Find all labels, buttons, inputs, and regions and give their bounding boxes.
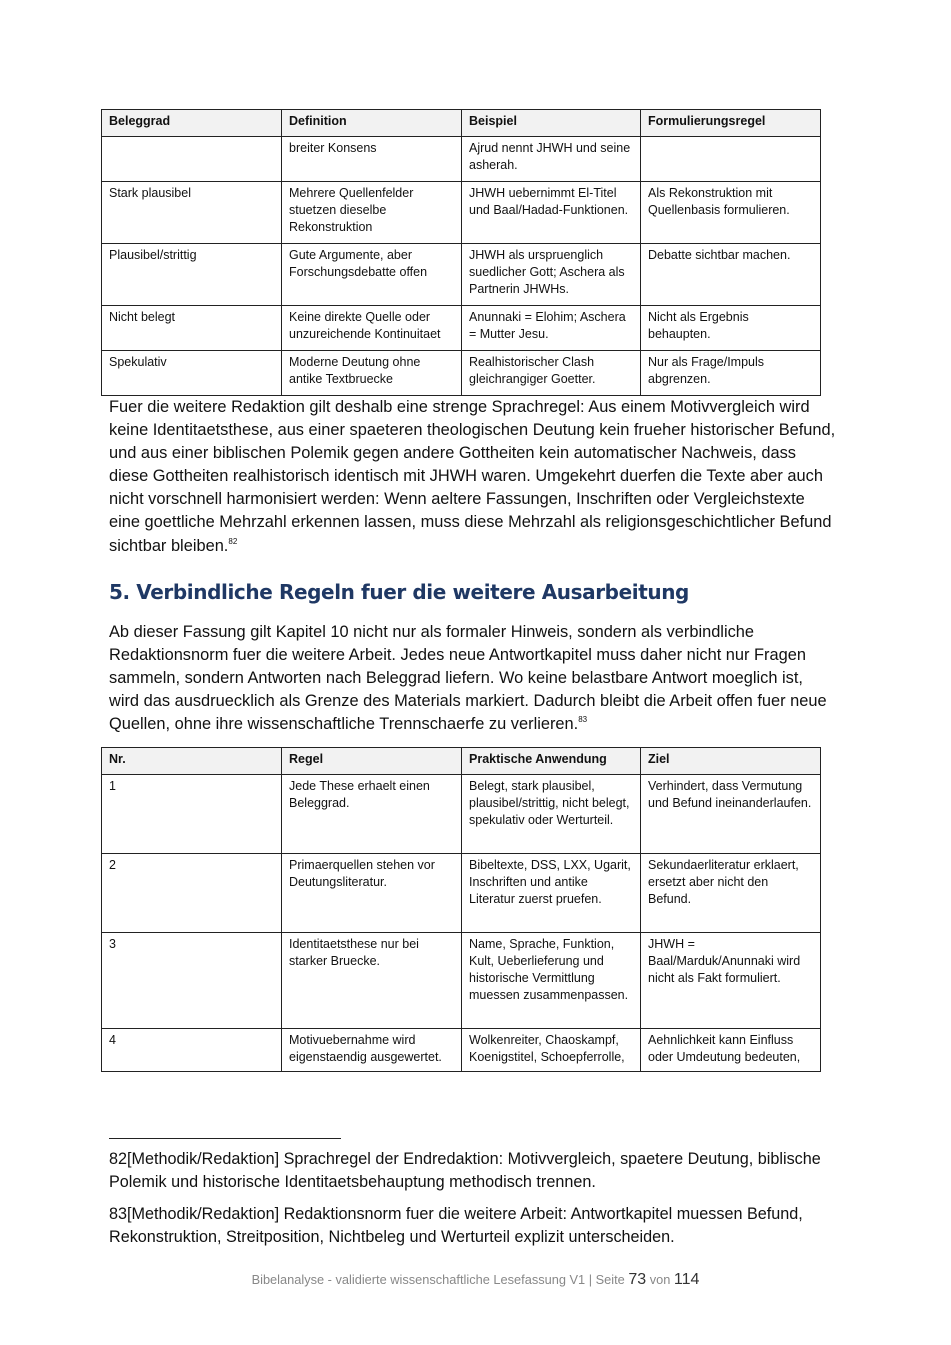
table-cell: Identitaetsthese nur bei starker Bruecke. (282, 933, 462, 1029)
table-cell: Ajrud nennt JHWH und seine asherah. (462, 137, 641, 182)
section-heading: 5. Verbindliche Regeln fuer die weitere Ausarbeitung (109, 580, 689, 604)
table-cell: Motivuebernahme wird eigenstaendig ausgewertet. (282, 1029, 462, 1072)
table-cell: Nicht belegt (102, 306, 282, 351)
table-cell: Mehrere Quellenfelder stuetzen dieselbe Rekonstruktion (282, 182, 462, 244)
footnote: 83[Methodik/Redaktion] Redaktionsnorm fuer die weitere Arbeit: Antwortkapitel muessen Befund, Rekonstruktion, Streitposition, Nichtbeleg und Werturteil explizit unterscheiden. (109, 1205, 803, 1246)
table-cell: Name, Sprache, Funktion, Kult, Ueberlieferung und historische Vermittlung muessen zusammenpassen. (462, 933, 641, 1029)
beleggrad-table (101, 109, 821, 396)
table-cell: Sekundaerliteratur erklaert, ersetzt aber nicht den Befund. (641, 854, 821, 933)
table-cell: Jede These erhaelt einen Beleggrad. (282, 775, 462, 854)
footnote-reference[interactable]: 82 (228, 536, 238, 546)
table-cell (102, 137, 282, 182)
table-cell: Moderne Deutung ohne antike Textbruecke (282, 351, 462, 396)
table-row (102, 775, 821, 854)
page-number: 73 (628, 1271, 647, 1288)
body-paragraph (109, 396, 837, 558)
footnote-separator (109, 1138, 341, 1139)
table-cell: Debatte sichtbar machen. (641, 244, 821, 306)
paragraph-text: Ab dieser Fassung gilt Kapitel 10 nicht nur als formaler Hinweis, sondern als verbindliche Redaktionsnorm fuer die weitere Arbeit. Jedes neue Antwortkapitel muss daher nicht nur Fragen sammeln, sondern Antworten nach Beleggrad liefern. Wo keine belastbare Antwort moeglich ist, wird das ausdruecklich als Grenze des Materials markiert. Dadurch bleibt die Arbeit offen fuer neue Quellen, ohne ihre wissenschaftliche Trennschaerfe zu verlieren. (109, 623, 827, 734)
table-cell: JHWH = Baal/Marduk/Anunnaki wird nicht als Fakt formuliert. (641, 933, 821, 1029)
table-cell: Keine direkte Quelle oder unzureichende Kontinuitaet (282, 306, 462, 351)
table-cell: JHWH uebernimmt El-Titel und Baal/Hadad-Funktionen. (462, 182, 641, 244)
table-cell: Primaerquellen stehen vor Deutungsliteratur. (282, 854, 462, 933)
column-header: Formulierungsregel (641, 110, 821, 137)
table-row (102, 182, 821, 244)
table-header-row (102, 110, 821, 137)
column-header: Ziel (641, 748, 821, 775)
table-cell: 3 (102, 933, 282, 1029)
body-paragraph (109, 621, 837, 736)
table-cell: Spekulativ (102, 351, 282, 396)
table-cell (641, 137, 821, 182)
table-cell: breiter Konsens (282, 137, 462, 182)
column-header: Praktische Anwendung (462, 748, 641, 775)
table-row (102, 306, 821, 351)
table-cell: 2 (102, 854, 282, 933)
table-cell: Nicht als Ergebnis behaupten. (641, 306, 821, 351)
table-cell: Belegt, stark plausibel, plausibel/strittig, nicht belegt, spekulativ oder Werturteil. (462, 775, 641, 854)
column-header: Nr. (102, 748, 282, 775)
table-row (102, 933, 821, 1029)
column-header: Beispiel (462, 110, 641, 137)
table-cell: Anunnaki = Elohim; Aschera = Mutter Jesu. (462, 306, 641, 351)
table-cell: Wolkenreiter, Chaoskampf, Koenigstitel, Schoepferrolle, (462, 1029, 641, 1072)
column-header: Definition (282, 110, 462, 137)
table-cell: Realhistorischer Clash gleichrangiger Goetter. (462, 351, 641, 396)
table-cell: Bibeltexte, DSS, LXX, Ugarit, Inschriften und antike Literatur zuerst pruefen. (462, 854, 641, 933)
table-cell: Als Rekonstruktion mit Quellenbasis formulieren. (641, 182, 821, 244)
table-cell: Aehnlichkeit kann Einfluss oder Umdeutung bedeuten, (641, 1029, 821, 1072)
column-header: Beleggrad (102, 110, 282, 137)
footnote: 82[Methodik/Redaktion] Sprachregel der Endredaktion: Motivvergleich, spaetere Deutung, biblische Polemik und historische Identitaetsbehauptung methodisch trennen. (109, 1150, 821, 1191)
table-row (102, 1029, 821, 1072)
page-footer (0, 1271, 951, 1289)
paragraph-text: Fuer die weitere Redaktion gilt deshalb eine strenge Sprachregel: Aus einem Motivvergleich wird keine Identitaetsthese, aus einer spaeteren theologischen Deutung kein frueher historischer Befund, und aus einer biblischen Polemik gegen andere Gottheiten kein automatischer Nachweis, dass diese Gottheiten realhistorisch identisch mit JHWH waren. Umgekehrt duerfen die Texte aber auch nicht vorschnell harmonisiert werden: Wenn aeltere Fassungen, Inschriften oder Vergleichstexte eine goettliche Mehrzahl erkennen lassen, muss diese Mehrzahl als religionsgeschichtlicher Befund sichtbar bleiben. (109, 398, 836, 555)
footer-of: von (649, 1272, 671, 1287)
table-cell: Nur als Frage/Impuls abgrenzen. (641, 351, 821, 396)
table-row (102, 137, 821, 182)
table-cell: 4 (102, 1029, 282, 1072)
table-row (102, 854, 821, 933)
footer-text: Bibelanalyse - validierte wissenschaftliche Lesefassung V1 | Seite (251, 1272, 625, 1287)
table-row (102, 351, 821, 396)
table-cell: Stark plausibel (102, 182, 282, 244)
table-cell: 1 (102, 775, 282, 854)
table-header-row (102, 748, 821, 775)
rules-table (101, 747, 821, 1072)
table-cell: JHWH als urspruenglich suedlicher Gott; Aschera als Partnerin JHWHs. (462, 244, 641, 306)
footnote-reference[interactable]: 83 (578, 715, 588, 725)
page-total: 114 (673, 1271, 700, 1288)
table-cell: Gute Argumente, aber Forschungsdebatte offen (282, 244, 462, 306)
table-cell: Plausibel/strittig (102, 244, 282, 306)
table-row (102, 244, 821, 306)
table-cell: Verhindert, dass Vermutung und Befund ineinanderlaufen. (641, 775, 821, 854)
column-header: Regel (282, 748, 462, 775)
